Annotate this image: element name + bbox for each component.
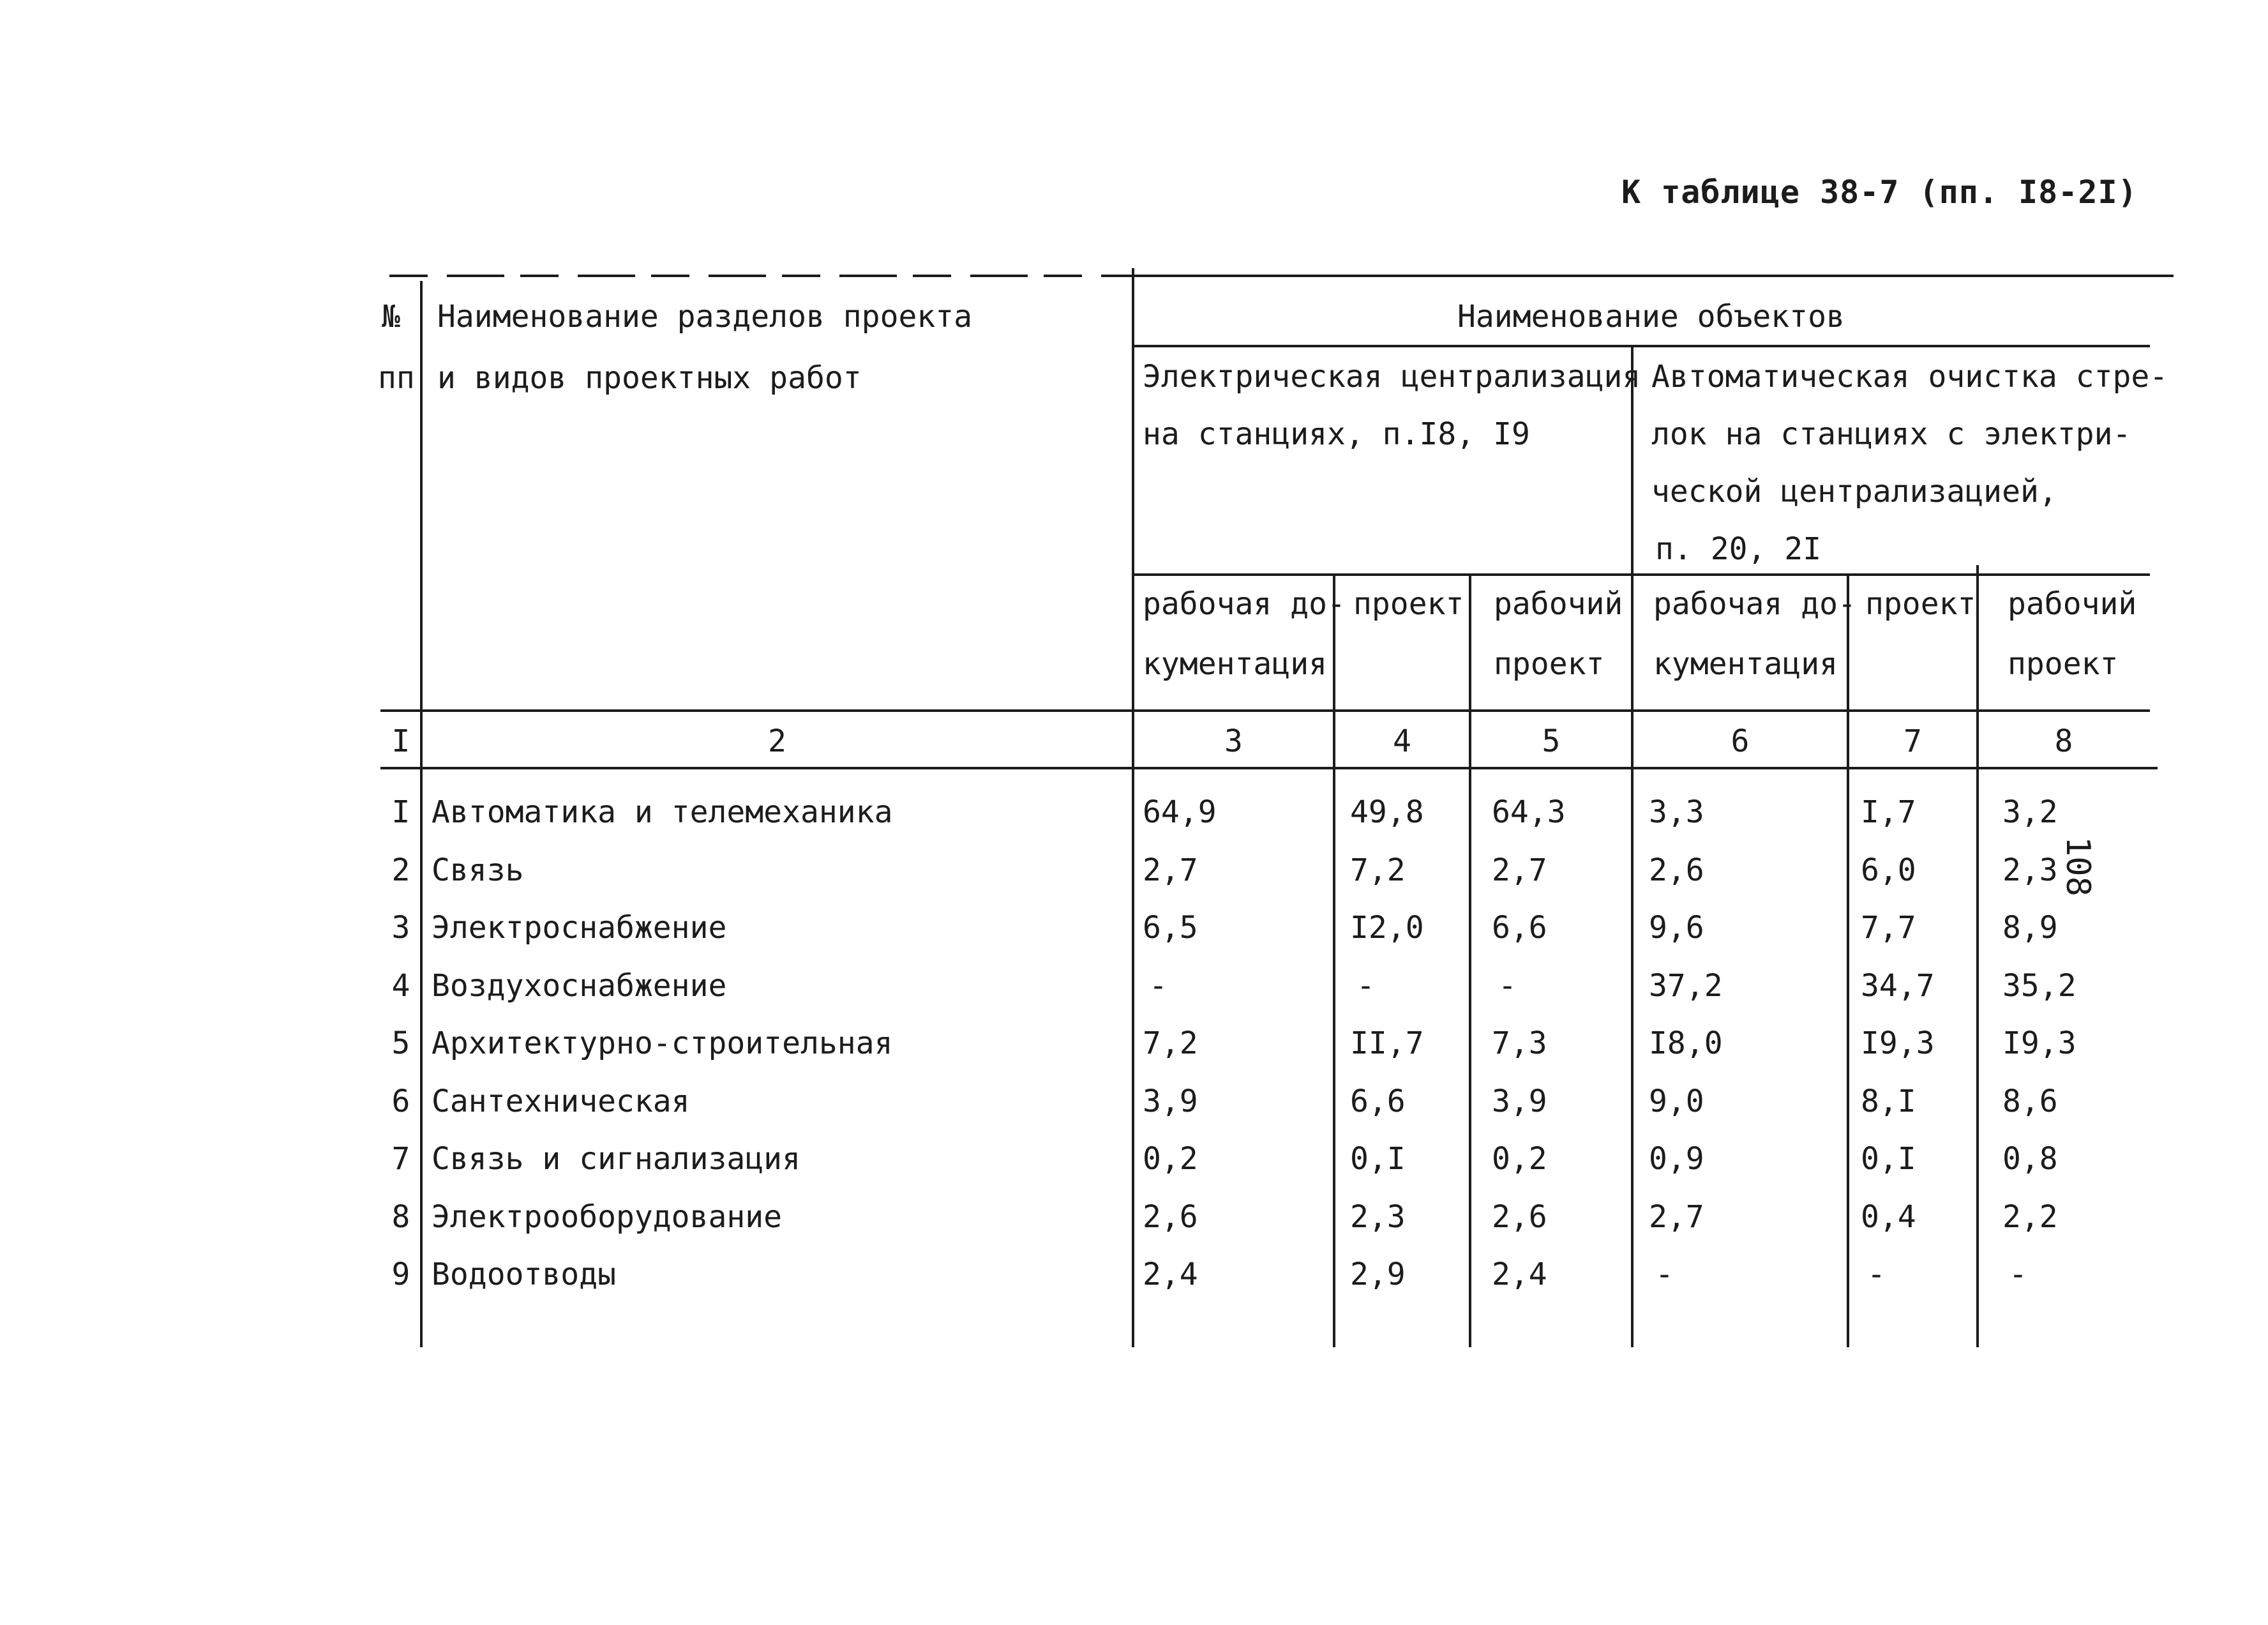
row-number: 4 xyxy=(391,968,410,1004)
cell-col-6: 9,6 xyxy=(1649,910,1704,946)
sub-header-col6-line2: кументация xyxy=(1653,646,1838,682)
cell-col-8: 2,3 xyxy=(2002,852,2058,888)
col-number-1: I xyxy=(391,723,410,759)
cell-col-4: 7,2 xyxy=(1350,852,1406,888)
cell-col-7: 0,I xyxy=(1861,1141,1916,1177)
col-number-6: 6 xyxy=(1731,723,1750,759)
cell-col-4: 6,6 xyxy=(1350,1084,1406,1119)
cell-col-5: 6,6 xyxy=(1492,910,1547,946)
table-caption: К таблице 38-7 (пп. I8-2I) xyxy=(1621,174,2138,211)
header-name-line2: и видов проектных работ xyxy=(437,360,862,396)
cell-col-7: - xyxy=(1867,1257,1886,1292)
cell-col-3: 3,9 xyxy=(1143,1084,1198,1119)
cell-col-3: 64,9 xyxy=(1143,794,1217,830)
header-name-line1: Наименование разделов проекта xyxy=(437,299,973,335)
sub-header-col3-line1: рабочая до- xyxy=(1143,586,1346,622)
cell-col-8: 8,6 xyxy=(2002,1084,2058,1119)
cell-col-3: 2,6 xyxy=(1143,1199,1198,1235)
cell-col-5: 3,9 xyxy=(1492,1084,1547,1119)
page-number: 108 xyxy=(2059,836,2097,896)
cell-col-4: 2,9 xyxy=(1350,1257,1406,1292)
group1-line1: Электрическая централизация xyxy=(1143,359,1641,395)
cell-col-7: 34,7 xyxy=(1861,968,1935,1004)
group2-line4: п. 20, 2I xyxy=(1655,531,1822,567)
cell-col-6: I8,0 xyxy=(1649,1025,1723,1061)
cell-col-8: 0,8 xyxy=(2002,1141,2058,1177)
cell-col-4: 49,8 xyxy=(1350,794,1424,830)
cell-col-6: 0,9 xyxy=(1649,1141,1704,1177)
sub-header-col5-line2: проект xyxy=(1494,646,1605,682)
row-number: 2 xyxy=(391,852,410,888)
sub-header-col8-line2: проект xyxy=(2008,646,2119,682)
row-number: 3 xyxy=(391,910,410,946)
header-objects: Наименование объектов xyxy=(1457,299,1845,335)
cell-col-7: 6,0 xyxy=(1861,852,1916,888)
sub-header-col8-line1: рабочий xyxy=(2008,586,2137,622)
col-number-3: 3 xyxy=(1224,723,1243,759)
col-number-5: 5 xyxy=(1542,723,1561,759)
cell-col-5: 2,6 xyxy=(1492,1199,1547,1235)
row-number: 9 xyxy=(391,1257,410,1292)
cell-col-7: I9,3 xyxy=(1861,1025,1935,1061)
cell-col-5: - xyxy=(1498,968,1517,1004)
cell-col-8: 35,2 xyxy=(2002,968,2076,1004)
cell-col-7: 0,4 xyxy=(1861,1199,1916,1235)
group2-line2: лок на станциях с электри- xyxy=(1651,416,2131,452)
row-number: 5 xyxy=(391,1025,410,1061)
group2-line3: ческой централизацией, xyxy=(1651,474,2057,510)
cell-col-6: 9,0 xyxy=(1649,1084,1704,1119)
cell-col-4: - xyxy=(1356,968,1375,1004)
group1-line2: на станциях, п.I8, I9 xyxy=(1143,416,1530,452)
col-number-7: 7 xyxy=(1904,723,1922,759)
cell-col-6: 2,7 xyxy=(1649,1199,1704,1235)
row-name: Воздухоснабжение xyxy=(432,968,727,1004)
cell-col-5: 2,4 xyxy=(1492,1257,1547,1292)
cell-col-6: 3,3 xyxy=(1649,794,1704,830)
row-name: Водоотводы xyxy=(432,1257,616,1292)
cell-col-8: 8,9 xyxy=(2002,910,2058,946)
cell-col-3: 2,4 xyxy=(1143,1257,1198,1292)
sub-header-col7: проект xyxy=(1865,586,1976,622)
cell-col-3: 2,7 xyxy=(1143,852,1198,888)
cell-col-7: 7,7 xyxy=(1861,910,1916,946)
cell-col-4: I2,0 xyxy=(1350,910,1424,946)
cell-col-7: I,7 xyxy=(1861,794,1916,830)
col-number-2: 2 xyxy=(768,723,786,759)
cell-col-4: 0,I xyxy=(1350,1141,1406,1177)
col-number-8: 8 xyxy=(2054,723,2073,759)
row-name: Электроснабжение xyxy=(432,910,727,946)
cell-col-7: 8,I xyxy=(1861,1084,1916,1119)
row-number: 6 xyxy=(391,1084,410,1119)
group2-line1: Автоматическая очистка стре- xyxy=(1651,359,2168,395)
cell-col-3: 7,2 xyxy=(1143,1025,1198,1061)
row-number: 8 xyxy=(391,1199,410,1235)
row-number: 7 xyxy=(391,1141,410,1177)
sub-header-col5-line1: рабочий xyxy=(1494,586,1623,622)
row-name: Связь xyxy=(432,852,524,888)
row-name: Электрооборудование xyxy=(432,1199,783,1235)
cell-col-5: 2,7 xyxy=(1492,852,1547,888)
row-name: Автоматика и телемеханика xyxy=(432,794,893,830)
cell-col-3: 6,5 xyxy=(1143,910,1198,946)
header-num-pp: пп xyxy=(378,360,415,396)
cell-col-5: 7,3 xyxy=(1492,1025,1547,1061)
sub-header-col4: проект xyxy=(1353,586,1464,622)
cell-col-6: - xyxy=(1655,1257,1674,1292)
cell-col-5: 64,3 xyxy=(1492,794,1566,830)
cell-col-3: 0,2 xyxy=(1143,1141,1198,1177)
cell-col-8: 2,2 xyxy=(2002,1199,2058,1235)
cell-col-6: 2,6 xyxy=(1649,852,1704,888)
col-number-4: 4 xyxy=(1393,723,1411,759)
cell-col-4: II,7 xyxy=(1350,1025,1424,1061)
sub-header-col3-line2: кументация xyxy=(1143,646,1327,682)
sub-header-col6-line1: рабочая до- xyxy=(1653,586,1856,622)
cell-col-6: 37,2 xyxy=(1649,968,1723,1004)
cell-col-3: - xyxy=(1149,968,1168,1004)
header-num: № xyxy=(382,299,400,335)
cell-col-4: 2,3 xyxy=(1350,1199,1406,1235)
cell-col-8: 3,2 xyxy=(2002,794,2058,830)
row-number: I xyxy=(391,794,410,830)
cell-col-8: - xyxy=(2009,1257,2027,1292)
cell-col-5: 0,2 xyxy=(1492,1141,1547,1177)
row-name: Сантехническая xyxy=(432,1084,690,1119)
row-name: Архитектурно-строительная xyxy=(432,1025,893,1061)
row-name: Связь и сигнализация xyxy=(432,1141,800,1177)
cell-col-8: I9,3 xyxy=(2002,1025,2076,1061)
